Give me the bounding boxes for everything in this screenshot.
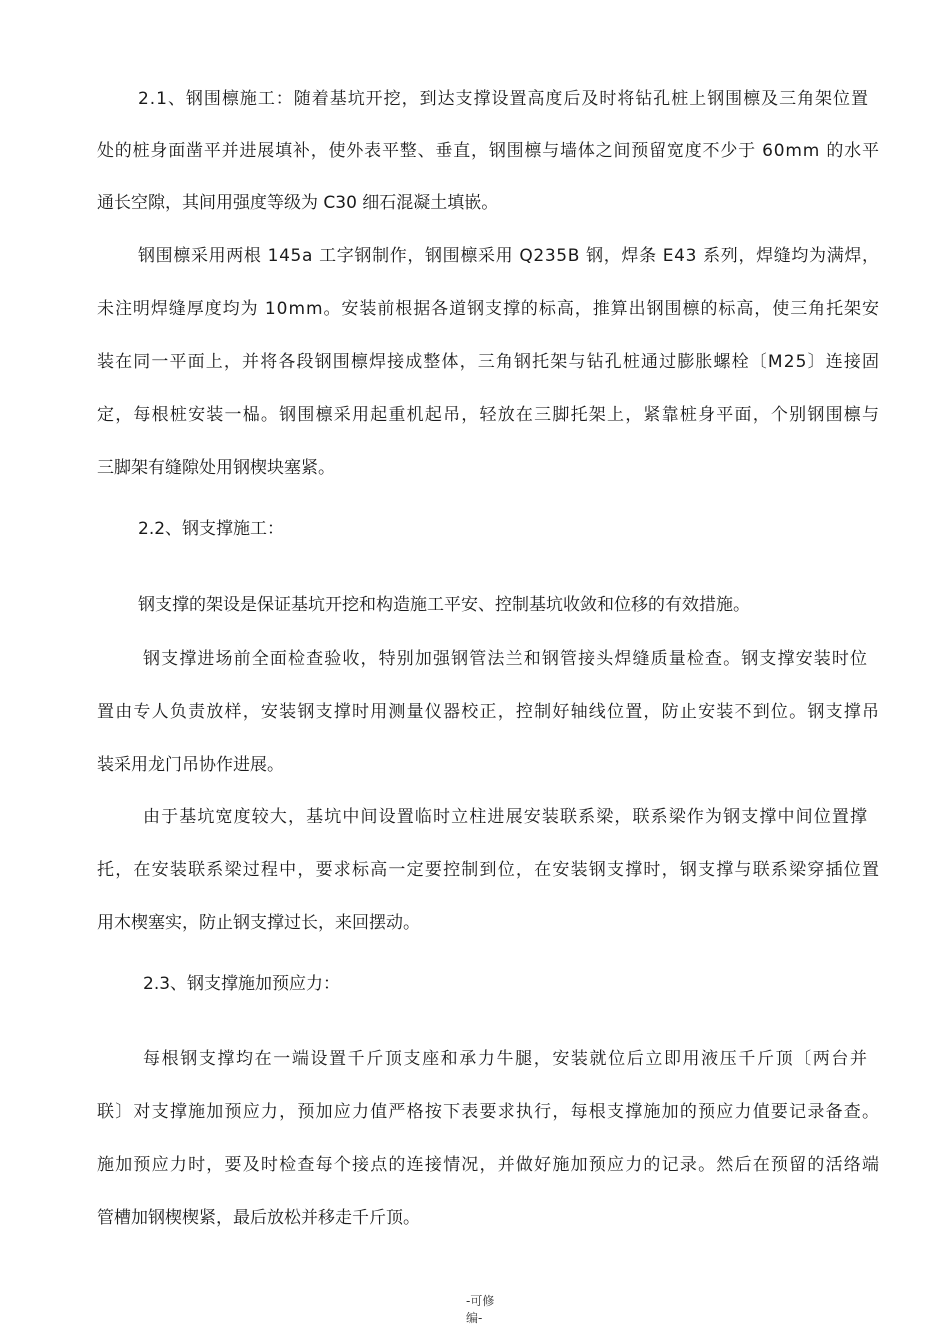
text-line: 施加预应力时，要及时检查每个接点的连接情况，并做好施加预应力的记录。然后在预留的活络端 [97,1155,881,1175]
text-line: 由于基坑宽度较大，基坑中间设置临时立柱进展安装联系梁，联系梁作为钢支撑中间位置撑 [143,807,869,827]
text-line: 每根钢支撑均在一端设置千斤顶支座和承力牛腿，安装就位后立即用液压千斤顶〔两台并 [143,1049,869,1069]
footer-line: -可修 [466,1294,495,1308]
text-line: 定，每根桩安装一榀。钢围檩采用起重机起吊，轻放在三脚托架上，紧靠桩身平面，个别钢围檩与 [97,405,881,425]
text-line: 用木楔塞实，防止钢支撑过长，来回摆动。 [97,913,420,933]
text-line: 钢围檩采用两根 145a 工字钢制作，钢围檩采用 Q235B 钢，焊条 E43 系列，焊缝均为满焊， [138,246,880,266]
text-line: 联〕对支撑施加预应力，预加应力值严格按下表要求执行，每根支撑施加的预应力值要记录备查。 [97,1102,881,1122]
text-line: 通长空隙，其间用强度等级为 C30 细石混凝土填嵌。 [97,193,499,213]
text-line: 钢支撑的架设是保证基坑开挖和构造施工平安、控制基坑收敛和位移的有效措施。 [138,595,750,615]
text-line: 置由专人负责放样，安装钢支撑时用测量仪器校正，控制好轴线位置，防止安装不到位。钢支撑吊 [97,702,881,722]
text-line: 管槽加钢楔楔紧，最后放松并移走千斤顶。 [97,1208,420,1228]
text-line: 装采用龙门吊协作进展。 [97,755,284,775]
section-heading: 2.2、钢支撑施工： [138,519,285,539]
text-line: 三脚架有缝隙处用钢楔块塞紧。 [97,458,335,478]
text-line: 钢支撑进场前全面检查验收，特别加强钢管法兰和钢管接头焊缝质量检查。钢支撑安装时位 [143,649,869,669]
text-line: 处的桩身面凿平并进展填补，使外表平整、垂直，钢围檩与墙体之间预留宽度不少于 60mm 的水平 [97,141,880,161]
text-line: 未注明焊缝厚度均为 10mm。安装前根据各道钢支撑的标高，推算出钢围檩的标高，使三角托架安 [97,299,880,319]
text-line: 托，在安装联系梁过程中，要求标高一定要控制到位，在安装钢支撑时，钢支撑与联系梁穿插位置 [97,860,881,880]
text-line: 2.1、钢围檩施工：随着基坑开挖，到达支撑设置高度后及时将钻孔桩上钢围檩及三角架位置 [138,89,869,109]
text-line: 装在同一平面上，并将各段钢围檩焊接成整体，三角钢托架与钻孔桩通过膨胀螺栓〔M25〕连接固 [97,352,881,372]
footer-line: 编- [466,1311,483,1325]
section-heading: 2.3、钢支撑施加预应力： [143,974,341,994]
